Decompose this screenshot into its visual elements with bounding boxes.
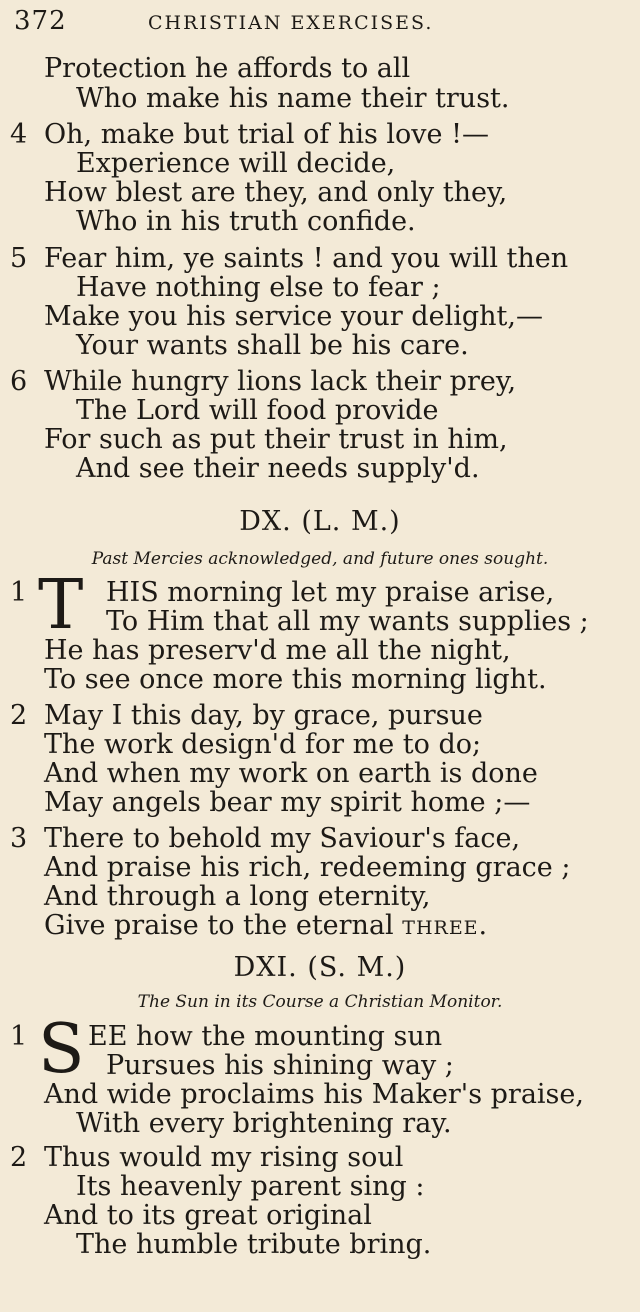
verse-line: And see their needs supply'd. [76,453,480,484]
verse-line: While hungry lions lack their prey, [44,366,517,397]
hymn-subtitle: Past Mercies acknowledged, and future ones sought. [91,549,549,569]
verse-number: 4 [10,119,28,150]
verse-line-text: Give praise to the eternal [44,910,403,941]
verse-line: Your wants shall be his care. [76,330,469,361]
verse-line: EE how the mounting sun [88,1021,443,1052]
verse-line: And to its great original [44,1200,372,1231]
verse-number: 1 [10,1021,28,1052]
verse-number: 6 [10,366,28,397]
verse-line: He has preserv'd me all the night, [44,635,511,666]
verse-line: Thus would my rising soul [44,1142,404,1173]
page-number: 372 [14,6,67,36]
hymn-title: DXI. (S. M.) [233,952,407,983]
verse-line: Who in his truth confide. [76,206,416,237]
verse-line: And through a long eternity, [44,881,431,912]
verse-line: Its heavenly parent sing : [76,1171,425,1202]
verse-line: The Lord will food provide [76,395,439,426]
hymn-title: DX. (L. M.) [239,506,401,537]
verse-number: 3 [10,823,28,854]
drop-cap: S [38,1010,85,1089]
drop-cap: T [38,566,84,645]
verse-line: The work design'd for me to do; [44,729,482,760]
verse-line: Make you his service your delight,— [44,301,543,332]
trinity-smallcaps: three. [402,910,489,941]
verse-line: The humble tribute bring. [76,1229,432,1260]
verse-line: And wide proclaims his Maker's praise, [44,1079,584,1110]
verse-line: May I this day, by grace, pursue [44,700,483,731]
verse-line: And when my work on earth is done [44,758,538,789]
verse-line: There to behold my Saviour's face, [44,823,521,854]
page-header [14,6,624,40]
verse-number: 5 [10,243,28,274]
verse-number: 1 [10,577,28,608]
verse-line: How blest are they, and only they, [44,177,508,208]
verse-line: To Him that all my wants supplies ; [106,606,589,637]
verse-line: Experience will decide, [76,148,396,179]
verse-line: Oh, make but trial of his love !— [44,119,489,150]
verse-line: HIS morning let my praise arise, [106,577,555,608]
verse-line [44,911,488,941]
verse-number: 2 [10,700,28,731]
verse-line: Protection he affords to all [44,53,411,84]
hymn-subtitle: The Sun in its Course a Christian Monitor. [137,992,503,1012]
running-title: CHRISTIAN EXERCISES. [148,12,434,34]
verse-line: And praise his rich, redeeming grace ; [44,852,571,883]
verse-line: May angels bear my spirit home ;— [44,787,531,818]
verse-line: Have nothing else to fear ; [76,272,441,303]
verse-line: Who make his name their trust. [76,83,510,114]
verse-number: 2 [10,1142,28,1173]
verse-line: To see once more this morning light. [44,664,547,695]
verse-line: Fear him, ye saints ! and you will then [44,243,569,274]
verse-line: Pursues his shining way ; [106,1050,454,1081]
verse-line: With every brightening ray. [76,1108,452,1139]
verse-line: For such as put their trust in him, [44,424,508,455]
